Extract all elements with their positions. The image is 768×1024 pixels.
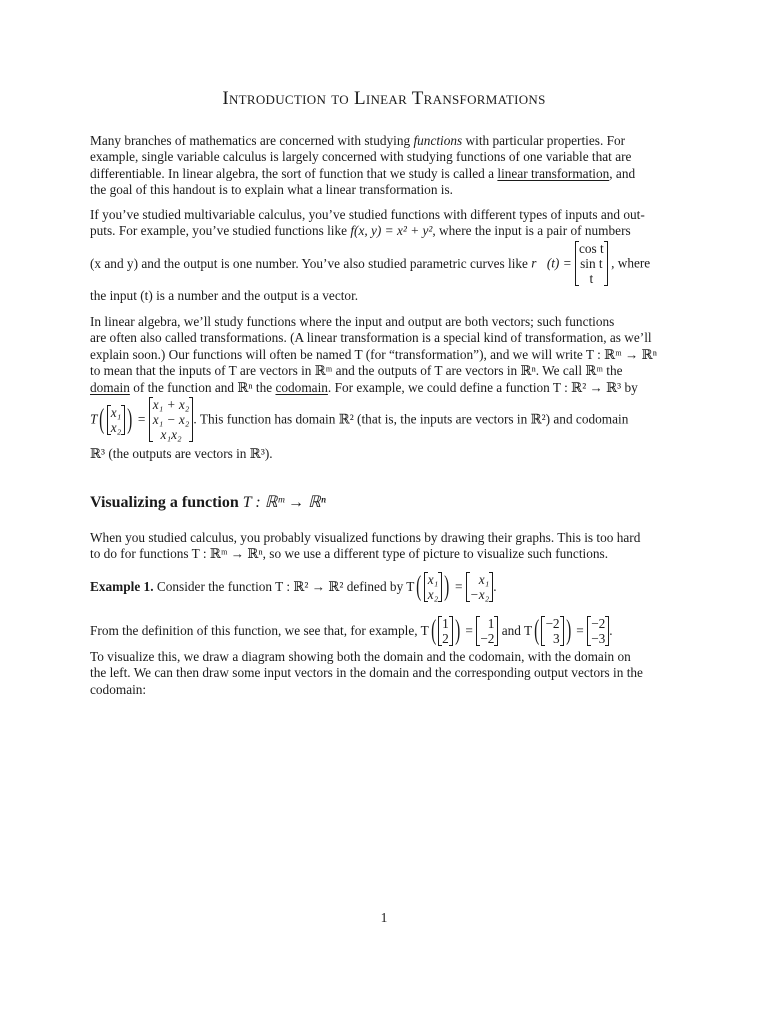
input-vector bbox=[438, 616, 453, 646]
example-label: Example 1. bbox=[90, 579, 154, 594]
vector-entry: x₁ − x₂ bbox=[152, 412, 190, 427]
math-T: T bbox=[90, 411, 98, 427]
right-paren: ) bbox=[444, 571, 450, 602]
text: with particular properties. For bbox=[462, 133, 626, 148]
vector-entry: −2 bbox=[480, 631, 495, 646]
right-paren: ) bbox=[565, 615, 571, 646]
text: puts. For example, you’ve studied functions like bbox=[90, 223, 351, 239]
vector-entry: cos t bbox=[579, 241, 604, 256]
paragraph-intro bbox=[90, 133, 678, 199]
paragraph-line bbox=[90, 288, 678, 304]
example-function-definition: T( x₁ x₂ ) = x₁ + x₂ x₁ − x₂ x₁x₂ . This function has domain ℝ² (that is, the inputs are vectors in ℝ²) and codomain bbox=[90, 397, 629, 442]
text-line: ℝ³ (the outputs are vectors in ℝ³). bbox=[90, 446, 273, 461]
right-paren: ) bbox=[127, 403, 133, 435]
vector-entry: x₁ + x₂ bbox=[152, 397, 190, 412]
text-line: the left. We can then draw some input vectors in the domain and the corresponding output vectors in the bbox=[90, 665, 643, 681]
page-title: Introduction to Linear Transformations bbox=[222, 88, 546, 109]
vector-entry: −2 bbox=[591, 616, 606, 631]
output-vector bbox=[149, 397, 194, 442]
output-vector bbox=[476, 616, 498, 646]
math-f-xy: f(x, y) = x² + y² bbox=[350, 223, 433, 239]
emphasis-functions: functions bbox=[413, 133, 463, 148]
vector-entry: −2 bbox=[545, 616, 560, 631]
text: (x and y) and the output is one number. You’ve also studied parametric curves like bbox=[90, 255, 528, 271]
term-codomain: codomain bbox=[275, 379, 328, 395]
text-line: To visualize this, we draw a diagram showing both the domain and the codomain, with the domain on bbox=[90, 649, 631, 664]
text-line: In linear algebra, we’ll study functions where the input and output are both vectors; such functions bbox=[90, 314, 615, 329]
vector-entry: x₂ bbox=[427, 587, 439, 602]
text-line: explain soon.) Our functions will often be named T (for “transformation”), and we will write T : ℝᵐ → ℝⁿ bbox=[90, 346, 657, 362]
vector-entry: x₁ bbox=[427, 572, 439, 587]
text: Consider the function T : ℝ² → ℝ² defined by T bbox=[153, 579, 415, 594]
vector-entry: x₁x₂ bbox=[160, 427, 182, 442]
right-paren: ) bbox=[454, 615, 460, 646]
math-r-of-t: r⃗(t) = bbox=[531, 255, 572, 271]
paragraph-calculus bbox=[90, 530, 678, 563]
heading-math: T : ℝᵐ → ℝⁿ bbox=[242, 494, 326, 511]
input-vector bbox=[541, 616, 563, 646]
output-vector bbox=[466, 572, 494, 602]
section-heading bbox=[90, 492, 326, 512]
text-line: the input (t) is a number and the output is a vector. bbox=[90, 288, 359, 303]
paragraph-line bbox=[90, 446, 678, 462]
vector-entry: 1 bbox=[442, 616, 449, 631]
text: , where the input is a pair of numbers bbox=[432, 223, 631, 239]
vector-entry: −3 bbox=[591, 631, 606, 646]
left-paren: ( bbox=[99, 403, 105, 435]
output-vector bbox=[587, 616, 609, 646]
vector-entry: x₂ bbox=[110, 419, 122, 435]
text: , where bbox=[611, 255, 651, 271]
text-line: If you’ve studied multivariable calculus, you’ve studied functions with different types of inputs and out- bbox=[90, 207, 645, 222]
text: . For example, we could define a function T : ℝ² → ℝ³ by bbox=[327, 379, 638, 395]
vector-entry: 2 bbox=[442, 631, 449, 646]
vector-entry: sin t bbox=[580, 256, 603, 271]
text: , and bbox=[609, 165, 636, 181]
example-1: Example 1. Consider the function T : ℝ² → ℝ² defined by T( x₁ x₂ ) = x₁ −x₂ . bbox=[90, 571, 497, 602]
paragraph-multivariable bbox=[90, 207, 678, 240]
input-vector bbox=[107, 405, 126, 435]
text: . This function has domain ℝ² (that is, the inputs are vectors in ℝ²) and codomain bbox=[193, 411, 629, 427]
term-domain: domain bbox=[90, 379, 130, 395]
term-linear-transformation: linear transformation bbox=[497, 165, 610, 181]
text-line: are often also called transformations. (A linear transformation is a special kind of transformation, as we’ll bbox=[90, 330, 652, 346]
paragraph-visualize bbox=[90, 649, 678, 698]
vector-entry: 1 bbox=[487, 616, 495, 631]
text: of the function and ℝⁿ the bbox=[129, 379, 276, 395]
vector-entry: −x₂ bbox=[469, 587, 490, 602]
text-line: to do for functions T : ℝᵐ → ℝⁿ, so we use a different type of picture to visualize such functions. bbox=[90, 546, 609, 562]
page-number: 1 bbox=[380, 910, 388, 925]
parametric-curve-line bbox=[90, 241, 650, 286]
text: and T bbox=[501, 623, 533, 638]
vector-cos-sin-t bbox=[575, 241, 608, 286]
text-line: example, single variable calculus is largely concerned with studying functions of one variable that are bbox=[90, 149, 632, 165]
input-vector bbox=[424, 572, 443, 602]
paragraph-linear-algebra bbox=[90, 314, 678, 396]
vector-entry: x₁ bbox=[478, 572, 490, 587]
left-paren: ( bbox=[534, 615, 540, 646]
text-line: the goal of this handout is to explain what a linear transformation is. bbox=[90, 182, 453, 198]
vector-entry: t bbox=[589, 271, 594, 286]
vector-entry: 3 bbox=[552, 631, 560, 646]
text: From the definition of this function, we see that, for example, T bbox=[90, 623, 429, 638]
text: differentiable. In linear algebra, the sort of function that we study is called a bbox=[90, 165, 498, 181]
heading-text: Visualizing a function bbox=[90, 494, 243, 511]
text-line: When you studied calculus, you probably visualized functions by drawing their graphs. This is too hard bbox=[90, 530, 641, 545]
vector-entry: x₁ bbox=[110, 404, 122, 420]
text-line: to mean that the inputs of T are vectors in ℝᵐ and the outputs of T are vectors in ℝⁿ. We call ℝᵐ the bbox=[90, 363, 623, 379]
left-paren: ( bbox=[416, 571, 422, 602]
left-paren: ( bbox=[430, 615, 436, 646]
text-line: codomain: bbox=[90, 681, 147, 697]
text: Many branches of mathematics are concerned with studying bbox=[90, 133, 414, 148]
example-evaluations: From the definition of this function, we see that, for example, T( 1 2 ) = 1 −2 and T( −2 3 ) = −2 −3 . bbox=[90, 615, 613, 646]
